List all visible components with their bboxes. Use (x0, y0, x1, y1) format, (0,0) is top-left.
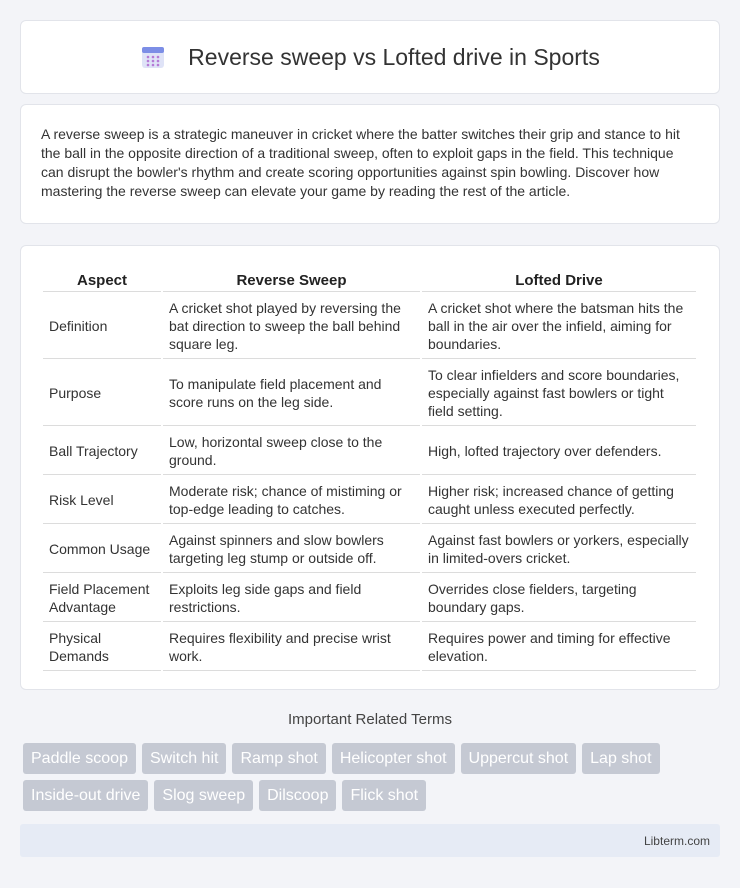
row-aspect: Risk Level (43, 477, 161, 524)
row-reverse-sweep: Requires flexibility and precise wrist work. (163, 624, 420, 671)
footer-brand[interactable]: Libterm.com (643, 834, 710, 848)
table-row (43, 477, 696, 524)
tag-dilscoop[interactable]: Dilscoop (259, 780, 336, 811)
row-lofted-drive: A cricket shot where the batsman hits the ball in the air over the infield, aiming for boundaries. (422, 294, 696, 359)
tag-flick-shot[interactable]: Flick shot (342, 780, 426, 811)
footer (20, 824, 720, 857)
related-terms-list (23, 743, 703, 817)
tag-ramp-shot[interactable]: Ramp shot (232, 743, 325, 774)
row-aspect: Ball Trajectory (43, 428, 161, 475)
table-row (43, 624, 696, 671)
tag-uppercut-shot[interactable]: Uppercut shot (461, 743, 577, 774)
table-header-row (43, 268, 696, 292)
table-row (43, 294, 696, 359)
row-reverse-sweep: Moderate risk; chance of mistiming or top-edge leading to catches. (163, 477, 420, 524)
table-row (43, 428, 696, 475)
row-aspect: Definition (43, 294, 161, 359)
row-reverse-sweep: Low, horizontal sweep close to the ground. (163, 428, 420, 475)
row-reverse-sweep: Exploits leg side gaps and field restrictions. (163, 575, 420, 622)
header-card (20, 20, 720, 94)
row-reverse-sweep: A cricket shot played by reversing the bat direction to sweep the ball behind square leg. (163, 294, 420, 359)
row-lofted-drive: Overrides close fielders, targeting boundary gaps. (422, 575, 696, 622)
tag-helicopter-shot[interactable]: Helicopter shot (332, 743, 455, 774)
tag-lap-shot[interactable]: Lap shot (582, 743, 659, 774)
comparison-table (41, 266, 698, 673)
row-lofted-drive: High, lofted trajectory over defenders. (422, 428, 696, 475)
intro-card (20, 104, 720, 224)
intro-text: A reverse sweep is a strategic maneuver in cricket where the batter switches their grip and stance to hit the ball in the opposite direction of a traditional sweep, often to exploit gaps in the field. This technique can disrupt the bowler's rhythm and create scoring opportunities against spin bowling. Discover how mastering the reverse sweep can elevate your game by reading the rest of the article. (41, 126, 680, 199)
row-lofted-drive: Against fast bowlers or yorkers, especially in limited-overs cricket. (422, 526, 696, 573)
table-row (43, 575, 696, 622)
row-aspect: Common Usage (43, 526, 161, 573)
row-lofted-drive: Higher risk; increased chance of getting caught unless executed perfectly. (422, 477, 696, 524)
tag-paddle-scoop[interactable]: Paddle scoop (23, 743, 136, 774)
header-reverse-sweep: Reverse Sweep (163, 268, 420, 292)
row-aspect: Field Placement Advantage (43, 575, 161, 622)
tag-inside-out-drive[interactable]: Inside-out drive (23, 780, 148, 811)
table-row (43, 361, 696, 426)
row-aspect: Physical Demands (43, 624, 161, 671)
table-row (43, 526, 696, 573)
header-lofted-drive: Lofted Drive (422, 268, 696, 292)
related-terms-title: Important Related Terms (288, 711, 452, 728)
tag-switch-hit[interactable]: Switch hit (142, 743, 226, 774)
page-title: Reverse sweep vs Lofted drive in Sports (188, 43, 600, 70)
row-lofted-drive: To clear infielders and score boundaries, especially against fast bowlers or tight field setting. (422, 361, 696, 426)
row-aspect: Purpose (43, 361, 161, 426)
row-reverse-sweep: Against spinners and slow bowlers targeting leg stump or outside off. (163, 526, 420, 573)
tag-slog-sweep[interactable]: Slog sweep (154, 780, 253, 811)
comparison-card (20, 245, 720, 690)
row-reverse-sweep: To manipulate field placement and score runs on the leg side. (163, 361, 420, 426)
header-aspect: Aspect (43, 268, 161, 292)
calendar-icon (140, 44, 166, 70)
row-lofted-drive: Requires power and timing for effective elevation. (422, 624, 696, 671)
